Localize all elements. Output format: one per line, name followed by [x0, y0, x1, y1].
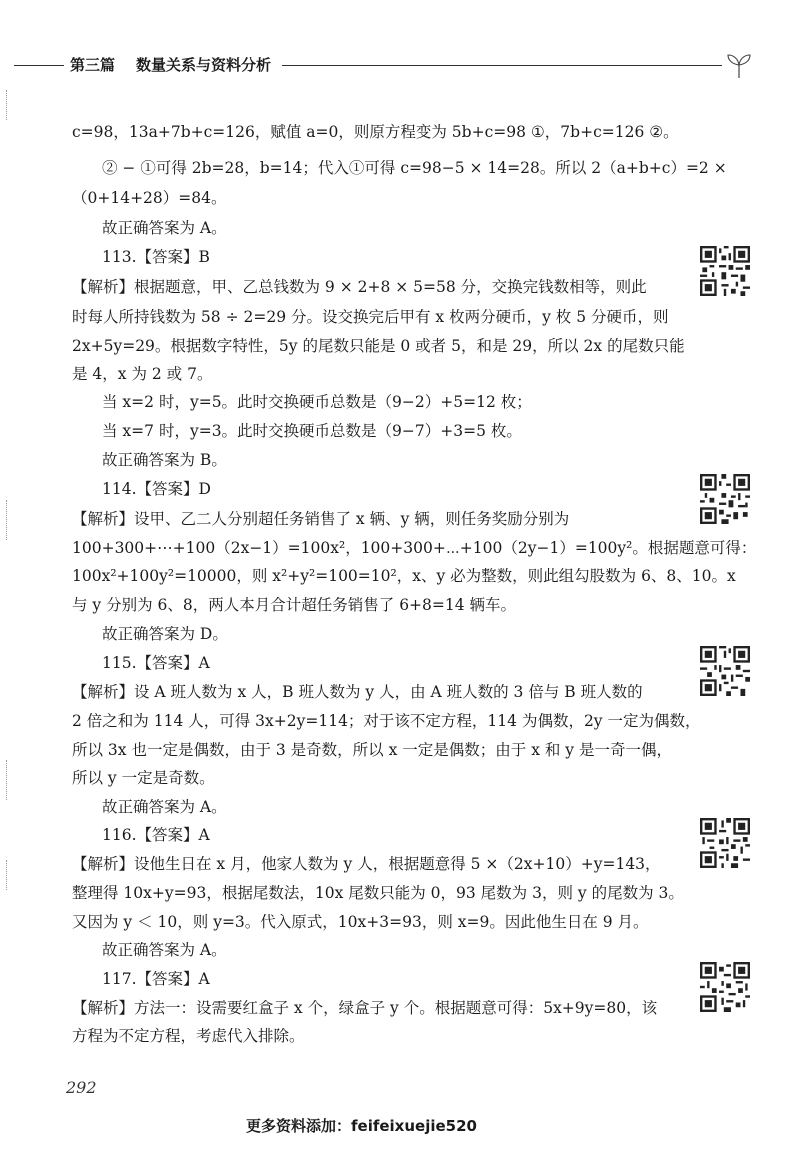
- body-line: 与 y 分别为 6、8，两人本月合计超任务销售了 6+8=14 辆车。: [72, 596, 517, 614]
- page-number: 292: [66, 1078, 97, 1097]
- body-line: 是 4，x 为 2 或 7。: [72, 365, 213, 383]
- body-line: 故正确答案为 A。: [102, 219, 227, 237]
- answer-heading: 114.【答案】D: [102, 480, 211, 498]
- qr-code-icon[interactable]: [700, 646, 750, 696]
- binding-marks: [6, 760, 9, 800]
- body-line: 当 x=7 时，y=3。此时交换硬币总数是（9−7）+3=5 枚。: [102, 422, 522, 440]
- binding-marks: [6, 860, 9, 890]
- footer-text: 更多资料添加：feifeixuejie520: [246, 1117, 477, 1135]
- answer-heading: 113.【答案】B: [102, 248, 210, 266]
- section-label: 第三篇: [70, 56, 116, 74]
- body-line: 故正确答案为 B。: [102, 451, 227, 469]
- body-line: 【解析】设 A 班人数为 x 人，B 班人数为 y 人，由 A 班人数的 3 倍与 B 班人数的: [72, 683, 643, 701]
- body-line: ② − ①可得 2b=28，b=14；代入①可得 c=98−5 × 14=28。所以 2（a+b+c）=2 ×: [102, 159, 727, 177]
- body-line: 又因为 y ＜ 10，则 y=3。代入原式，10x+3=93，则 x=9。因此他生日在 9 月。: [72, 913, 649, 931]
- header-rule-left: [14, 65, 64, 66]
- body-line: 整理得 10x+y=93，根据尾数法，10x 尾数只能为 0，93 尾数为 3，则 y 的尾数为 3。: [72, 884, 684, 902]
- binding-marks: [6, 90, 9, 120]
- body-line: 当 x=2 时，y=5。此时交换硬币总数是（9−2）+5=12 枚；: [102, 393, 532, 411]
- body-line: c=98，13a+7b+c=126，赋值 a=0，则原方程变为 5b+c=98 ①，7b+c=126 ②。: [72, 123, 679, 141]
- body-line: 100x²+100y²=10000，则 x²+y²=100=10²，x、y 必为整数，则此组勾股数为 6、8、10。x: [72, 567, 736, 585]
- section-title: 数量关系与资料分析: [136, 56, 272, 74]
- answer-heading: 117.【答案】A: [102, 970, 210, 988]
- body-line: 故正确答案为 A。: [102, 798, 227, 816]
- body-line: 所以 3x 也一定是偶数，由于 3 是奇数，所以 x 一定是偶数；由于 x 和 y 是一奇一偶，: [72, 741, 672, 759]
- qr-code-icon[interactable]: [700, 962, 750, 1012]
- sprout-icon: [724, 50, 754, 80]
- qr-code-icon[interactable]: [700, 246, 750, 296]
- body-line: 所以 y 一定是奇数。: [72, 769, 215, 787]
- body-line: 故正确答案为 A。: [102, 941, 227, 959]
- body-line: 【解析】根据题意，甲、乙总钱数为 9 × 2+8 × 5=58 分，交换完钱数相等，则此: [72, 278, 647, 296]
- qr-code-icon[interactable]: [700, 818, 750, 868]
- answer-heading: 116.【答案】A: [102, 826, 210, 844]
- answer-heading: 115.【答案】A: [102, 654, 210, 672]
- page-header: [0, 50, 800, 80]
- body-line: 方程为不定方程，考虑代入排除。: [72, 1027, 305, 1045]
- body-line: （0+14+28）=84。: [72, 189, 227, 207]
- body-line: 时每人所持钱数为 58 ÷ 2=29 分。设交换完后甲有 x 枚两分硬币，y 枚 5 分硬币，则: [72, 308, 669, 326]
- header-rule-right: [282, 65, 722, 66]
- body-line: 2 倍之和为 114 人，可得 3x+2y=114；对于该不定方程，114 为偶数，2y 一定为偶数，: [72, 712, 701, 730]
- body-line: 【解析】设他生日在 x 月，他家人数为 y 人，根据题意得 5 ×（2x+10）+y=143，: [72, 855, 661, 873]
- body-line: 故正确答案为 D。: [102, 625, 228, 643]
- binding-marks: [6, 500, 9, 540]
- body-line: 2x+5y=29。根据数字特性，5y 的尾数只能是 0 或者 5，和是 29，所以 2x 的尾数只能: [72, 337, 685, 355]
- body-line: 【解析】设甲、乙二人分别超任务销售了 x 辆、y 辆，则任务奖励分别为: [72, 510, 570, 528]
- body-line: 【解析】方法一：设需要红盒子 x 个，绿盒子 y 个。根据题意可得：5x+9y=80，该: [72, 999, 658, 1017]
- qr-code-icon[interactable]: [700, 474, 750, 524]
- body-line: 100+300+⋯+100（2x−1）=100x²，100+300+⋯+100（2y−1）=100y²。根据题意可得：: [72, 539, 757, 557]
